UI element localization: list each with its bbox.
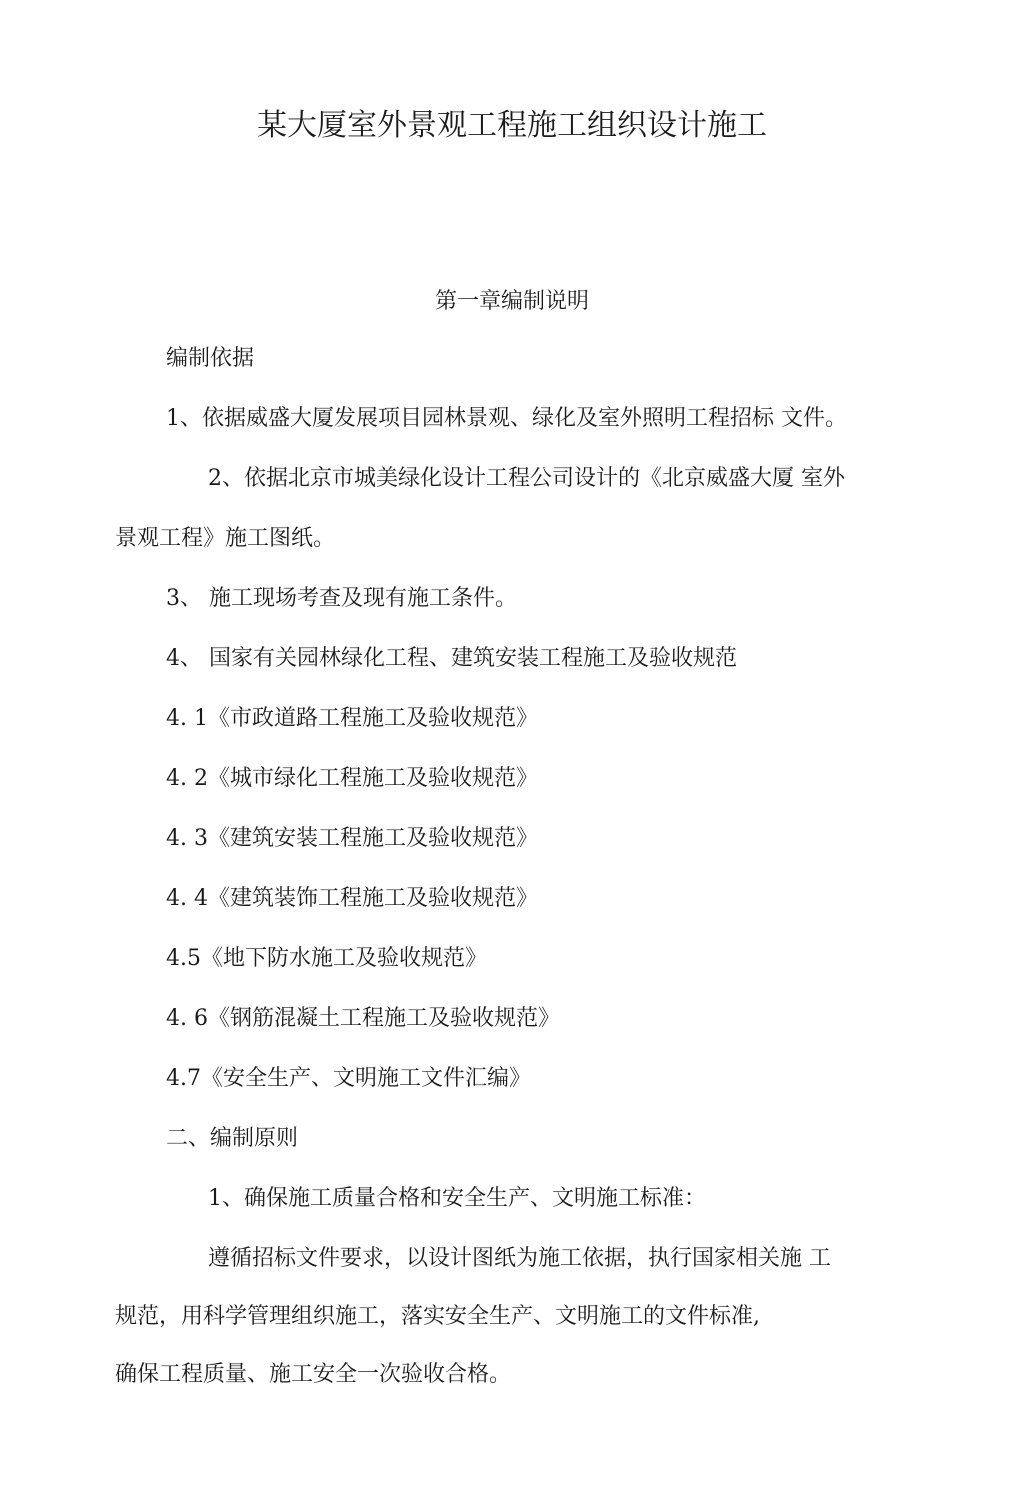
basis-item-2: 2、依据北京市城美绿化设计工程公司设计的《北京威盛大厦 室外 [208,466,845,491]
basis-item-4-7: 4.7《安全生产、文明施工文件汇编》 [166,1066,531,1091]
principle-paragraph-line-2: 规范，用科学管理组织施工，落实安全生产、文明施工的文件标准, [115,1304,760,1329]
section-heading-principle: 二、编制原则 [166,1126,299,1151]
basis-item-4-6: 4. 6《钢筋混凝土工程施工及验收规范》 [166,1006,560,1031]
basis-item-4-4: 4. 4《建筑装饰工程施工及验收规范》 [166,886,538,911]
basis-item-4-3: 4. 3《建筑安装工程施工及验收规范》 [166,826,538,851]
basis-item-2-continuation: 景观工程》施工图纸。 [115,526,336,551]
basis-item-1: 1、依据威盛大厦发展项目园林景观、绿化及室外照明工程招标 文件。 [166,406,847,431]
document-title: 某大厦室外景观工程施工组织设计施工 [257,108,767,143]
basis-item-4-2: 4. 2《城市绿化工程施工及验收规范》 [166,766,538,791]
basis-item-4: 4、 国家有关园林绿化工程、建筑安装工程施工及验收规范 [166,646,737,671]
basis-item-4-5: 4.5《地下防水施工及验收规范》 [166,946,487,971]
basis-item-4-1: 4. 1《市政道路工程施工及验收规范》 [166,706,538,731]
section-heading-basis: 编制依据 [166,346,255,371]
principle-paragraph-line-1: 遵循招标文件要求，以设计图纸为施工依据，执行国家相关施 工 [208,1246,831,1271]
basis-item-3: 3、 施工现场考查及现有施工条件。 [166,586,517,611]
chapter-title: 第一章编制说明 [434,289,589,314]
principle-item-1: 1、确保施工质量合格和安全生产、文明施工标准： [208,1186,706,1211]
principle-paragraph-line-3: 确保工程质量、施工安全一次验收合格。 [115,1362,512,1387]
